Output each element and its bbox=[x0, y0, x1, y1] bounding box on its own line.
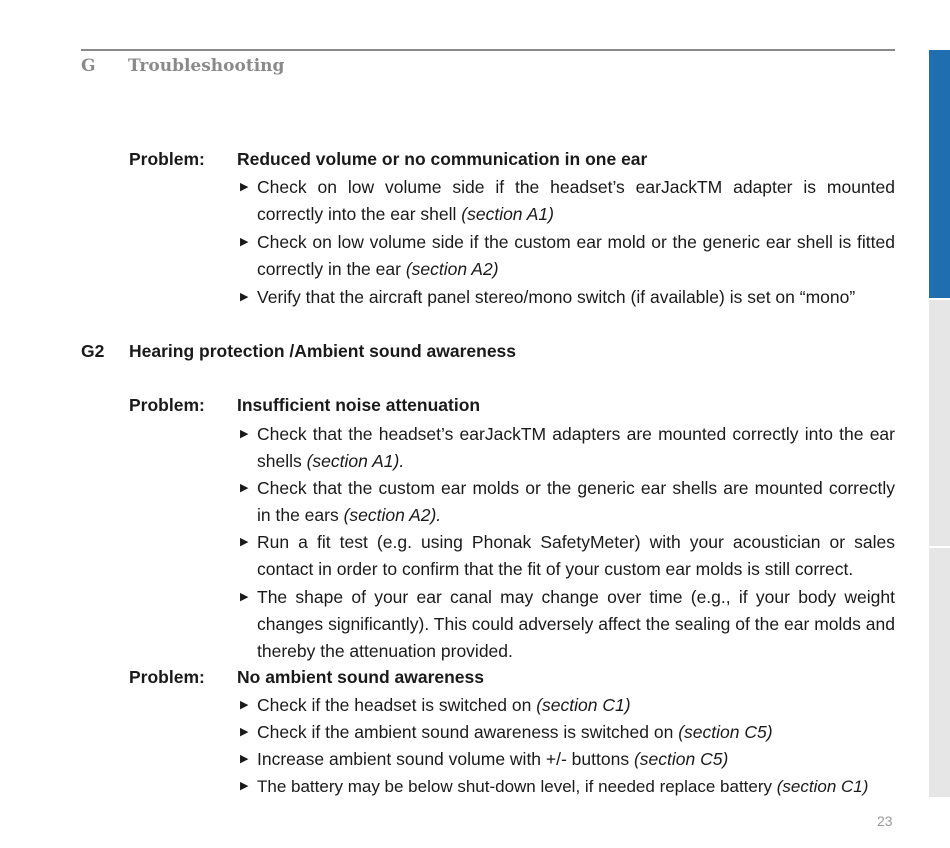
list-item: ▶ Check if the ambient sound awareness is switched on (section C5) bbox=[240, 719, 895, 746]
list-item: ▶ Run a fit test (e.g. using Phonak SafetyMeter) with your acoustician or sales contact in order to confirm that the fit of your custom ear molds is still correct. bbox=[240, 529, 895, 583]
problem-label: Problem: bbox=[129, 667, 205, 687]
list-item: ▶ Check that the custom ear molds or the generic ear shells are mounted correctly in the ears (section A2). bbox=[240, 475, 895, 529]
list-item: ▶ Verify that the aircraft panel stereo/mono switch (if available) is set on “mono” bbox=[240, 284, 895, 311]
chapter-tab bbox=[929, 300, 950, 546]
bullet-triangle-icon: ▶ bbox=[240, 699, 249, 711]
list-item: ▶ Check that the headset’s earJackTM adapters are mounted correctly into the ear shells (section A1). bbox=[240, 421, 895, 475]
subsection-title: Hearing protection /Ambient sound awareness bbox=[129, 341, 517, 361]
section-title: Troubleshooting bbox=[128, 56, 285, 76]
chapter-tab-active bbox=[929, 50, 950, 298]
list-item: ▶ Check if the headset is switched on (section C1) bbox=[240, 692, 895, 719]
section-letter: G bbox=[81, 56, 96, 76]
page-number: 23 bbox=[877, 813, 893, 829]
chapter-tab bbox=[929, 548, 950, 797]
problem-label: Problem: bbox=[129, 149, 205, 169]
problem-title: No ambient sound awareness bbox=[237, 667, 485, 687]
problem-title: Reduced volume or no communication in one ear bbox=[237, 149, 648, 169]
bullet-triangle-icon: ▶ bbox=[240, 428, 249, 440]
list-item: ▶ Check on low volume side if the headset’s earJackTM adapter is mounted correctly into the ear shell (section A1) bbox=[240, 174, 895, 228]
bullet-triangle-icon: ▶ bbox=[240, 236, 249, 248]
subsection-number: G2 bbox=[81, 341, 105, 361]
bullet-triangle-icon: ▶ bbox=[240, 591, 249, 603]
header-rule bbox=[81, 49, 895, 51]
list-item: ▶ The battery may be below shut-down level, if needed replace battery (section C1) bbox=[240, 773, 895, 800]
bullet-triangle-icon: ▶ bbox=[240, 753, 249, 765]
list-item: ▶ The shape of your ear canal may change over time (e.g., if your body weight changes significantly). This could adversely affect the sealing of the ear molds and thereby the attenuation provided. bbox=[240, 584, 895, 665]
problem-title: Insufficient noise attenuation bbox=[237, 395, 481, 415]
list-item: ▶ Check on low volume side if the custom ear mold or the generic ear shell is fitted correctly in the ear (section A2) bbox=[240, 229, 895, 283]
bullet-triangle-icon: ▶ bbox=[240, 181, 249, 193]
problem-label: Problem: bbox=[129, 395, 205, 415]
bullet-triangle-icon: ▶ bbox=[240, 726, 249, 738]
bullet-triangle-icon: ▶ bbox=[240, 536, 249, 548]
bullet-triangle-icon: ▶ bbox=[240, 291, 249, 303]
list-item: ▶ Increase ambient sound volume with +/- buttons (section C5) bbox=[240, 746, 895, 773]
bullet-triangle-icon: ▶ bbox=[240, 780, 249, 792]
bullet-triangle-icon: ▶ bbox=[240, 482, 249, 494]
